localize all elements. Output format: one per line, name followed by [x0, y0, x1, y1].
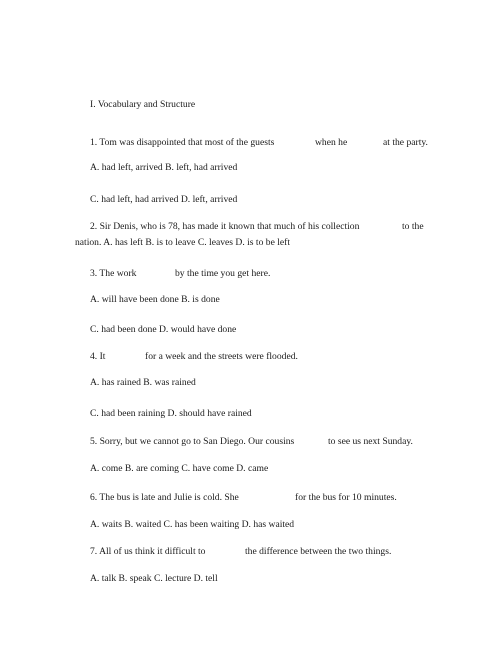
question-5-stem-part2: to see us next Sunday. — [328, 436, 413, 447]
question-4-options-line2: C. had been raining D. should have rained — [90, 408, 252, 419]
question-5-stem-part1: 5. Sorry, but we cannot go to San Diego. Our cousins — [90, 436, 295, 447]
question-2-options-line1: nation. A. has left B. is to leave C. leaves D. is to be left — [75, 237, 291, 248]
question-4-options-line1: A. has rained B. was rained — [90, 377, 196, 388]
question-1-stem-part1: 1. Tom was disappointed that most of the guests — [90, 137, 275, 148]
question-7-options-line1: A. talk B. speak C. lecture D. tell — [90, 573, 218, 584]
question-1-options-line2: C. had left, had arrived D. left, arrived — [90, 194, 238, 205]
question-3-options-line1: A. will have been done B. is done — [90, 294, 220, 305]
question-3-stem-part1: 3. The work — [90, 268, 137, 279]
question-1-stem-part2: when he — [315, 137, 348, 148]
question-6-stem-part2: for the bus for 10 minutes. — [295, 492, 397, 503]
section-title: I. Vocabulary and Structure — [90, 99, 196, 110]
question-3-options-line2: C. had been done D. would have done — [90, 324, 237, 335]
question-1-stem-part3: at the party. — [383, 137, 428, 148]
question-1-options-line1: A. had left, arrived B. left, had arrived — [90, 162, 238, 173]
question-7-stem-part1: 7. All of us think it difficult to — [90, 546, 206, 557]
question-6-options-line1: A. waits B. waited C. has been waiting D. has waited — [90, 519, 295, 530]
question-2-stem-part2: to the — [402, 221, 424, 232]
question-2-stem-part1: 2. Sir Denis, who is 78, has made it known that much of his collection — [90, 221, 360, 232]
question-5-options-line1: A. come B. are coming C. have come D. came — [90, 463, 269, 474]
question-3-stem-part2: by the time you get here. — [175, 268, 271, 279]
question-6-stem-part1: 6. The bus is late and Julie is cold. She — [90, 492, 239, 503]
question-4-stem-part1: 4. It — [90, 351, 106, 362]
question-4-stem-part2: for a week and the streets were flooded. — [145, 351, 298, 362]
question-7-stem-part2: the difference between the two things. — [245, 546, 392, 557]
